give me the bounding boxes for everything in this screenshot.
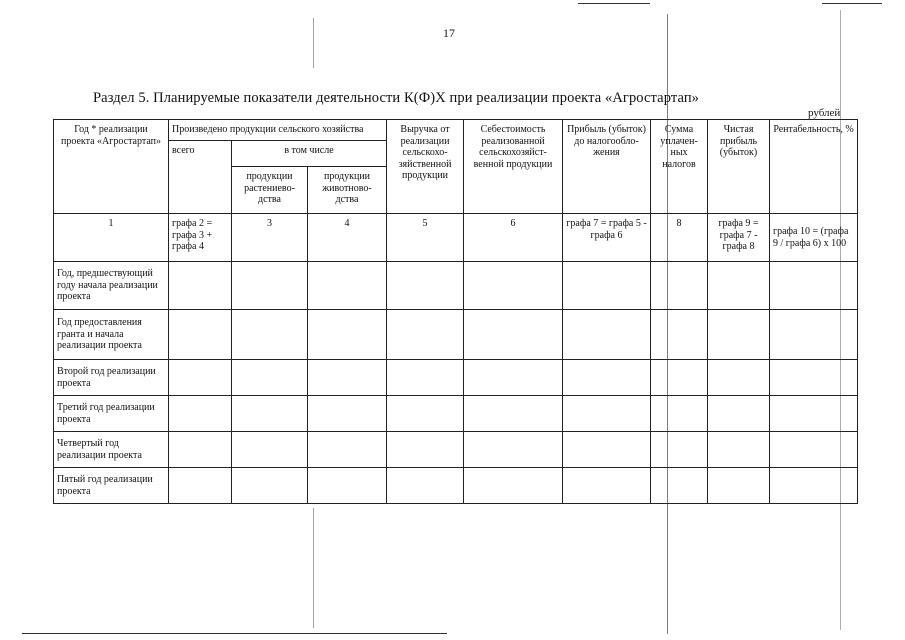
table-cell (464, 432, 563, 468)
table-cell (387, 310, 464, 360)
table-cell (651, 468, 708, 504)
table-cell (563, 360, 651, 396)
formula-cell: графа 10 = (графа 9 / графа 6) х 100 (770, 214, 858, 262)
header-year: Год * реализации проекта «Агростартап» (54, 120, 169, 214)
table-cell (308, 360, 387, 396)
table-cell (308, 396, 387, 432)
table-row (54, 310, 858, 360)
table-cell (770, 432, 858, 468)
table-cell (651, 432, 708, 468)
row-label: Третий год реализации проекта (54, 396, 169, 432)
header-row (54, 120, 858, 141)
table-cell (169, 262, 232, 310)
table-cell (308, 310, 387, 360)
scan-artifact-line (22, 633, 447, 634)
table-cell (651, 310, 708, 360)
section-title: Раздел 5. Планируемые показатели деятельности К(Ф)Х при реализации проекта «Агростартап» (93, 90, 700, 106)
formula-cell: 3 (232, 214, 308, 262)
formula-cell: графа 2 = графа 3 + графа 4 (169, 214, 232, 262)
table-cell (464, 396, 563, 432)
formula-cell: 1 (54, 214, 169, 262)
table-cell (770, 262, 858, 310)
header-including: в том числе (232, 141, 387, 167)
table-cell (232, 360, 308, 396)
table-row (54, 432, 858, 468)
row-label: Второй год реализации проекта (54, 360, 169, 396)
header-livestock: продукции животново-дства (308, 167, 387, 214)
row-label: Четвертый год реализации проекта (54, 432, 169, 468)
page-number: 17 (443, 26, 455, 40)
header-revenue: Выручка от реализации сельскохо-зяйственной продукции (387, 120, 464, 214)
table-cell (708, 310, 770, 360)
table-cell (464, 360, 563, 396)
table-cell (563, 310, 651, 360)
table-cell (708, 360, 770, 396)
table-cell (169, 468, 232, 504)
units-label: рублей (808, 107, 841, 119)
formula-cell: графа 9 = графа 7 - графа 8 (708, 214, 770, 262)
table-cell (563, 432, 651, 468)
table-cell (708, 396, 770, 432)
table-cell (232, 468, 308, 504)
header-total: всего (169, 141, 232, 214)
table-cell (708, 468, 770, 504)
indicators-table (53, 119, 858, 504)
row-label: Пятый год реализации проекта (54, 468, 169, 504)
table-cell (387, 396, 464, 432)
table-cell (563, 468, 651, 504)
scan-artifact-line (822, 3, 882, 4)
table-row (54, 396, 858, 432)
table-cell (464, 310, 563, 360)
table-cell (232, 310, 308, 360)
header-cost: Себестоимость реализованной сельскохозяйст-венной продукции (464, 120, 563, 214)
formula-cell: 4 (308, 214, 387, 262)
table-cell (563, 262, 651, 310)
table-cell (464, 468, 563, 504)
row-label: Год предоставления гранта и начала реализации проекта (54, 310, 169, 360)
table-cell (651, 262, 708, 310)
table-row (54, 360, 858, 396)
table-cell (232, 396, 308, 432)
table-row (54, 468, 858, 504)
table-cell (308, 432, 387, 468)
table-cell (169, 310, 232, 360)
header-production: Произведено продукции сельского хозяйства (169, 120, 387, 141)
table-cell (708, 262, 770, 310)
table-cell (308, 262, 387, 310)
scan-artifact-line (578, 3, 650, 4)
table-cell (708, 432, 770, 468)
formula-cell: графа 7 = графа 5 - графа 6 (563, 214, 651, 262)
formula-cell: 6 (464, 214, 563, 262)
header-taxes-paid: Сумма уплачен-ных налогов (651, 120, 708, 214)
table-cell (169, 396, 232, 432)
scan-artifact-line (313, 508, 314, 628)
formula-cell: 8 (651, 214, 708, 262)
header-net-profit: Чистая прибыль (убыток) (708, 120, 770, 214)
formula-cell: 5 (387, 214, 464, 262)
scan-artifact-line (313, 18, 314, 68)
table-cell (232, 262, 308, 310)
table-cell (770, 468, 858, 504)
formula-row (54, 214, 858, 262)
table-cell (770, 310, 858, 360)
table-cell (169, 432, 232, 468)
table-cell (651, 396, 708, 432)
table-cell (308, 468, 387, 504)
table-cell (651, 360, 708, 396)
table-cell (387, 432, 464, 468)
header-profitability: Рентабельность, % (770, 120, 858, 214)
header-crop: продукции растениево-дства (232, 167, 308, 214)
table-row (54, 262, 858, 310)
row-label: Год, предшествующий году начала реализации проекта (54, 262, 169, 310)
header-profit-before-tax: Прибыль (убыток) до налогообло-жения (563, 120, 651, 214)
table-cell (770, 360, 858, 396)
table-cell (169, 360, 232, 396)
table-cell (387, 262, 464, 310)
table-cell (464, 262, 563, 310)
table-cell (563, 396, 651, 432)
table-cell (387, 360, 464, 396)
table-cell (387, 468, 464, 504)
table-cell (770, 396, 858, 432)
table-cell (232, 432, 308, 468)
